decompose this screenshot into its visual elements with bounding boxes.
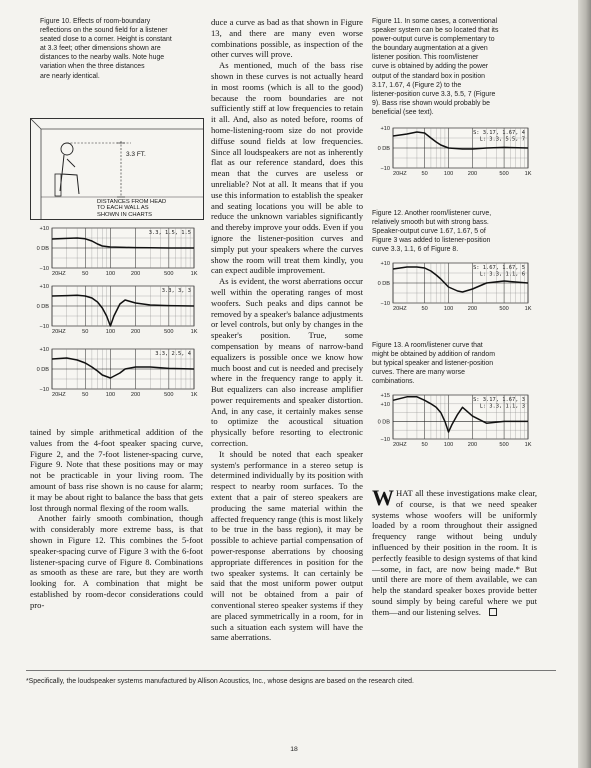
x-tick-label: 500 xyxy=(499,171,509,177)
chart-svg xyxy=(371,122,536,178)
x-tick-label: 200 xyxy=(130,271,141,277)
y-tick-label: +10 xyxy=(380,126,390,132)
x-tick-label: 100 xyxy=(105,271,116,277)
x-tick-label: 50 xyxy=(82,329,89,335)
figure-10-caption: Figure 10. Effects of room-boundary reflections on the sound field for a listener seated close to a corner. Height is constant at 3.3 feet; other dimensions shown are distances to the nearby walls. Note huge variation when the three distances are nearly identical. xyxy=(40,18,172,80)
distances-note: DISTANCES FROM HEAD TO EACH WALL AS SHOWN IN CHARTS xyxy=(97,199,167,218)
chart-svg xyxy=(371,389,536,449)
body-column-1 xyxy=(30,427,203,611)
y-tick-label: −10 xyxy=(39,324,49,330)
legend-label: 3.3, 3, 3 xyxy=(161,288,191,294)
x-tick-label: 500 xyxy=(164,271,174,277)
x-tick-label: 200 xyxy=(467,442,478,448)
drop-cap: W xyxy=(372,485,394,510)
x-tick-label: 50 xyxy=(82,392,89,398)
x-tick-label: 50 xyxy=(421,171,428,177)
x-tick-label: 20HZ xyxy=(52,392,66,398)
legend-label: 3.3, 2.5, 4 xyxy=(155,351,191,357)
y-tick-label: +10 xyxy=(380,401,390,408)
chart-svg xyxy=(371,257,536,313)
x-tick-label: 200 xyxy=(467,171,478,177)
body-column-3 xyxy=(372,485,537,618)
x-tick-label: 100 xyxy=(105,329,116,335)
x-tick-label: 50 xyxy=(421,442,428,448)
legend-label: L: 3.3, 1.1, 6 xyxy=(479,271,525,278)
x-tick-label: 20HZ xyxy=(393,306,407,312)
paragraph-text: HAT all these investigations make clear, of course, is that we need speaker systems whose woofers will be uniformly loaded by a room throughout their assigned frequency range without being unduly influenced by their position in the room. It is perfectly feasible to design systems of that kind—some, in fact, are now being made.* But until there are more of them available, we can help the standard speaker boxes provide better sound simply by being careful where we put them—and our listening selves. xyxy=(372,488,537,617)
x-tick-label: 100 xyxy=(443,306,454,312)
x-tick-label: 500 xyxy=(499,306,509,312)
x-tick-label: 200 xyxy=(467,306,478,312)
paragraph: As is evident, the worst aberrations occur well within the operating ranges of most woofers. Such peaks and dips cannot be removed by a speaker's balance adjustments or level controls, but only by changes in the speaker's position. True, some compensation by means of narrow-band equalizers is possible once we know how much boost and cut is needed and precisely where in the frequency range to apply it. But equalizers can also increase amplifier power requirements and speaker distortion. And, in any case, it certainly makes sense to optimize the acoustical situation physically before resorting to electronic correction. xyxy=(211,276,363,449)
x-tick-label: 100 xyxy=(443,442,454,448)
x-tick-label: 500 xyxy=(164,392,174,398)
x-tick-label: 100 xyxy=(443,171,454,177)
x-tick-label: 1K xyxy=(190,392,198,398)
y-tick-label: +15 xyxy=(380,393,390,399)
response-chart-2 xyxy=(30,280,202,336)
y-tick-label: +10 xyxy=(380,261,390,267)
x-tick-label: 20HZ xyxy=(52,271,66,277)
end-mark xyxy=(489,608,497,616)
body-column-2 xyxy=(211,17,363,643)
y-tick-label: −10 xyxy=(39,387,49,393)
x-tick-label: 20HZ xyxy=(52,329,66,335)
x-tick-label: 500 xyxy=(499,442,509,448)
chart-svg xyxy=(30,222,202,278)
paragraph: As mentioned, much of the bass rise shown in these curves is not actually heard in most rooms (which is all to the good) because the room boundaries are not sufficiently stiff at low frequencies to retain it all. And, also as noted before, rooms of home-listening-room size do not provide diffuse sound fields at low frequencies. Since all loudspeakers are not as inherently flat as our reference standard, does this mean that the curves are useless or unreliable? Not at all. It means that if you use this information to establish the speaker and seating locations you will be able to reduce the unknown variables significantly and thereby improve your odds. Even if you ignore the listener-position curves and simply put your speakers where the curves show the room will treat them kindly, you can expect audible improvement. xyxy=(211,60,363,276)
x-tick-label: 20HZ xyxy=(393,442,407,448)
legend-label: 3.3, 1.5, 1.5 xyxy=(148,230,191,236)
y-tick-label: −10 xyxy=(39,266,49,272)
figure-13-caption: Figure 13. A room/listener curve that might be obtained by addition of random but typical speaker and listener-position curves. There are many worse combinations. xyxy=(372,342,495,386)
x-tick-label: 100 xyxy=(105,392,116,398)
paragraph xyxy=(372,485,537,618)
y-tick-label: 0 DB xyxy=(36,304,49,310)
y-tick-label: +10 xyxy=(39,347,49,353)
legend-label: S: 3.17, 1.67, 4 xyxy=(473,130,525,136)
x-tick-label: 1K xyxy=(190,271,198,277)
x-tick-label: 200 xyxy=(130,329,141,335)
y-tick-label: +10 xyxy=(39,226,49,232)
paragraph: tained by simple arithmetical addition of the values from the 4-foot speaker spacing curve, Figure 2, and the 7-foot listener-spacing curve, Figure 9. Note that these positions may or may not be practicable in your living room. The amount of bass rise shown is no cause for alarm; it may be about right to balance the bass that gets lost through normal flexing of the room walls. xyxy=(30,427,203,513)
legend-label: S: 1.67, 1.67, 5 xyxy=(473,265,525,271)
response-chart-figure-12 xyxy=(371,257,536,313)
y-tick-label: 0 DB xyxy=(36,246,49,252)
height-label: 3.3 FT. xyxy=(126,151,146,158)
legend-label: L: 3.3, 5.5, 7 xyxy=(479,136,525,143)
x-tick-label: 50 xyxy=(82,271,89,277)
y-tick-label: −10 xyxy=(380,301,390,307)
footnote: *Specifically, the loudspeaker systems manufactured by Allison Acoustics, Inc., whose designs are based on the research cited. xyxy=(26,678,414,685)
response-chart-figure-11 xyxy=(371,122,536,178)
x-tick-label: 1K xyxy=(190,329,198,335)
footnote-rule xyxy=(26,670,556,671)
x-tick-label: 500 xyxy=(164,329,174,335)
x-tick-label: 1K xyxy=(524,171,532,177)
y-tick-label: −10 xyxy=(380,437,390,443)
response-chart-1 xyxy=(30,222,202,278)
response-chart-figure-13 xyxy=(371,389,536,449)
y-tick-label: 0 DB xyxy=(377,419,390,426)
chart-svg xyxy=(30,280,202,336)
paragraph: Another fairly smooth combination, though with considerably more extreme bass, is that shown in Figure 12. This combines the 5-foot speaker-spacing curve of Figure 3 with the 6-foot listener-spacing curve of Figure 8. Combinations as smooth as these are rare, but they are worth looking for. A combination that might be established by room-decor considerations could pro- xyxy=(30,513,203,610)
x-tick-label: 50 xyxy=(421,306,428,312)
x-tick-label: 20HZ xyxy=(393,171,407,177)
y-tick-label: +10 xyxy=(39,284,49,290)
figure-11-caption: Figure 11. In some cases, a conventional speaker system can be so located that its power-output curve is complementary to the boundary augmentation at a given listener position. This room/listener curve is obtained by adding the power output of the standard box in position 3.17, 1.67, 4 (Figure 2) to the listener-position curve 3.3, 5.5, 7 (Figure 9). Bass rise shown would probably be beneficial (see text). xyxy=(372,18,499,116)
y-tick-label: 0 DB xyxy=(377,146,390,152)
chart-svg xyxy=(30,343,202,399)
y-tick-label: −10 xyxy=(380,166,390,172)
paragraph: duce a curve as bad as that shown in Figure 13, and there are many even worse combinations possible, as inspection of the other curves will prove. xyxy=(211,17,363,60)
figure-12-caption: Figure 12. Another room/listener curve, relatively smooth but with strong bass. Speaker-output curve 1.67, 1.67, 5 of Figure 3 was added to listener-position curve 3.3, 1.1, 6 of Figure 8. xyxy=(372,210,492,254)
x-tick-label: 200 xyxy=(130,392,141,398)
page-edge xyxy=(578,0,591,768)
x-tick-label: 1K xyxy=(524,306,532,312)
y-tick-label: 0 DB xyxy=(36,367,49,373)
y-tick-label: 0 DB xyxy=(377,281,390,287)
legend-label: L: 3.3, 1.1, 3 xyxy=(479,403,525,410)
response-chart-3 xyxy=(30,343,202,399)
x-tick-label: 1K xyxy=(524,442,532,448)
listener-illustration xyxy=(30,118,204,220)
page-number: 18 xyxy=(290,746,298,753)
legend-label: S: 3.17, 1.67, 3 xyxy=(473,397,525,403)
paragraph: It should be noted that each speaker system's performance in a stereo setup is determined individually by its position with respect to nearby room surfaces. To the extent that a pair of stereo speakers are producing the same material within the affected frequency range (this is most likely to be true in the bass region), it may be possible to achieve partial compensation of power-response aberrations by choosing appropriate differences in position for the two speaker systems. It can certainly be said that the most uniform power output will not be obtained from a pair of conventional stereo speaker systems if they are placed symmetrically in a room, for in such a situation each system will have the same aberrations. xyxy=(211,448,363,643)
